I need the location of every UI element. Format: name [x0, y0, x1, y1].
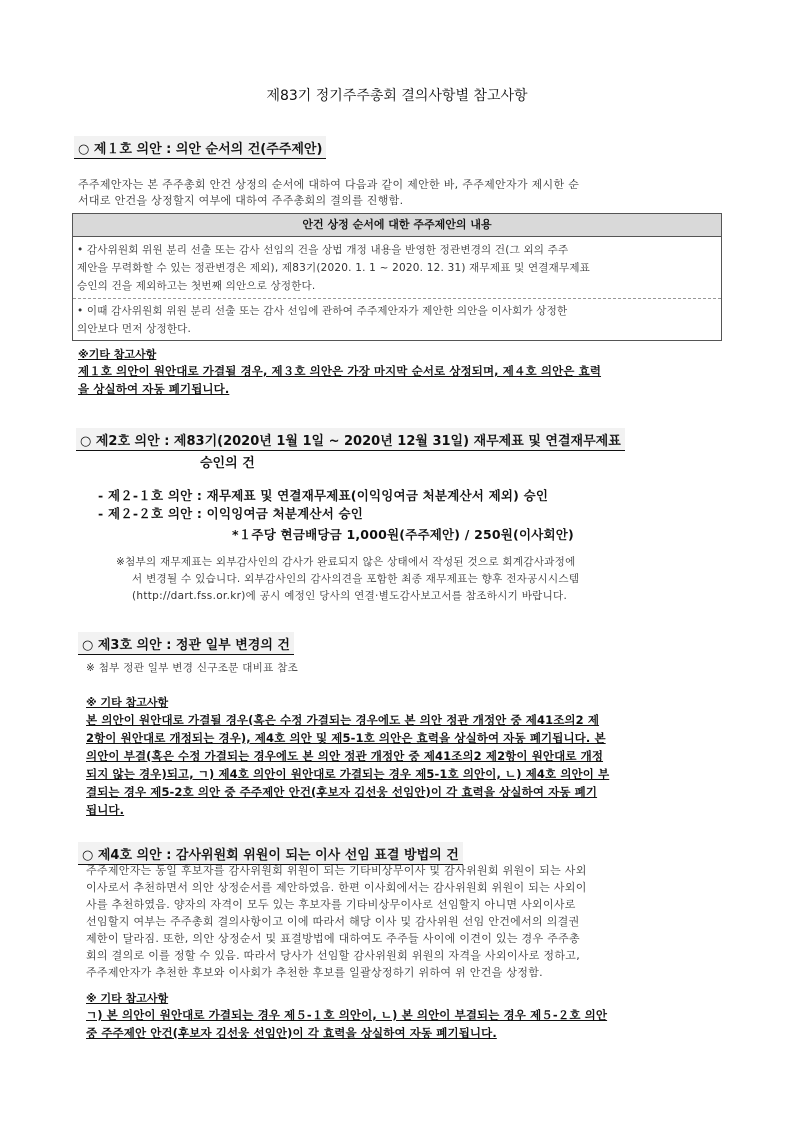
document-title: 제83기 정기주주총회 결의사항별 참고사항 — [266, 88, 528, 104]
section-4-body-line-3: 사를 추천하였음. 양자의 자격이 모두 있는 후보자를 기타비상무이사로 선임할지 아니면 사외이사로 — [86, 898, 576, 911]
proposal-order-box — [72, 213, 722, 341]
agenda-2-2: - 제２-２호 의안 : 이익잉여금 처분계산서 승인 — [98, 506, 364, 521]
section-4-body-line-5: 제한이 달라짐. 또한, 의안 상정순서 및 표결방법에 대하여도 주주들 사이에 이견이 있는 경우 주주총 — [86, 932, 580, 945]
section-3-ref-heading: ※ 기타 참고사항 — [86, 696, 169, 709]
section-3-ref-line-6: 됩니다. — [86, 803, 125, 817]
section-4-ref-heading: ※ 기타 참고사항 — [86, 992, 169, 1005]
section-3-ref-line-3: 의안이 부결(혹은 수정 가결되는 경우에도 본 의안 정관 개정안 중 제41조의2 제2항이 원안대로 개정 — [86, 749, 604, 763]
section-3-ref-line-5: 결되는 경우 제5-2호 의안 중 주주제안 안건(후보자 김선웅 선임안)이 각 효력을 상실하여 자동 폐기 — [86, 785, 598, 799]
box-item-1-line-3: 승인의 건을 제외하고는 첫번째 의안으로 상정한다. — [77, 280, 316, 292]
section-2-heading-continued: 승인의 건 — [200, 456, 255, 471]
section-3-ref-line-2: 2항이 원안대로 개정되는 경우), 제4호 의안 및 제5-1호 의안은 효력을 상실하여 자동 폐기됩니다. 본 — [86, 731, 606, 745]
section-4-ref-line-2: 중 주주제안 안건(후보자 김선웅 선임안)이 각 효력을 상실하여 자동 폐기됩니다. — [86, 1026, 497, 1040]
agenda-2-1: - 제２-１호 의안 : 재무제표 및 연결재무제표(이익잉여금 처분계산서 제외) 승인 — [98, 488, 549, 503]
financial-statement-note-line-2: 서 변경될 수 있습니다. 외부감사인의 감사의견을 포함한 최종 재무제표는 향후 전자공시시스템 — [132, 573, 580, 585]
section-1-ref-line-1: 제１호 의안이 원안대로 가결될 경우, 제３호 의안은 가장 마지막 순서로 상정되며, 제４호 의안은 효력 — [78, 364, 602, 378]
section-4-ref-line-1: ㄱ) 본 의안이 원안대로 가결되는 경우 제５-１호 의안이, ㄴ) 본 의안이 부결되는 경우 제５-２호 의안 — [86, 1008, 608, 1022]
box-item-1-line-2: 제안을 무력화할 수 있는 정관변경은 제외), 제83기(2020. 1. 1 ~ 2020. 12. 31) 재무제표 및 연결재무제표 — [77, 262, 591, 274]
section-3-heading: ○ 제3호 의안 : 정관 일부 변경의 건 — [78, 632, 294, 655]
section-4-heading: ○ 제4호 의안 : 감사위원회 위원이 되는 이사 선임 표결 방법의 건 — [78, 842, 463, 865]
section-3-ref-line-4: 되지 않는 경우)되고, ㄱ) 제4호 의안이 원안대로 가결되는 경우 제5-1호 의안이, ㄴ) 제4호 의안이 부 — [86, 767, 610, 781]
section-2-heading: ○ 제2호 의안 : 제83기(2020년 1월 1일 ~ 2020년 12월 31일) 재무제표 및 연결재무제표 — [76, 428, 625, 451]
financial-statement-note-line-1: ※첨부의 재무제표는 외부감사인의 감사가 완료되지 않은 상태에서 작성된 것으로 회계감사과정에 — [116, 556, 576, 568]
section-4-body-line-7: 주주제안자가 추천한 후보와 이사회가 추천한 후보를 일괄상정하기 위하여 위 안건을 상정함. — [86, 966, 543, 979]
dividend-per-share: *１주당 현금배당금 1,000원(주주제안) / 250원(이사회안) — [232, 527, 574, 542]
section-3-ref-line-1: 본 의안이 원안대로 가결될 경우(혹은 수정 가결되는 경우에도 본 의안 정관 개정안 중 제41조의2 제 — [86, 713, 600, 727]
financial-statement-note-line-3: (http://dart.fss.or.kr)에 공시 예정인 당사의 연결·별도감사보고서를 참조하시기 바랍니다. — [132, 590, 568, 602]
section-4-body-line-6: 회의 결의로 이를 정할 수 있음. 따라서 당사가 선임할 감사위원회 위원의 자격을 사외이사로 정하고, — [86, 949, 580, 962]
box-divider — [73, 298, 721, 299]
section-1-ref-line-2: 을 상실하여 자동 폐기됩니다. — [78, 382, 230, 396]
section-3-note: ※ 첨부 정관 일부 변경 신구조문 대비표 참조 — [86, 662, 299, 674]
box-item-2-line-2: 의안보다 먼저 상정한다. — [77, 323, 192, 335]
section-1-intro-line-1: 주주제안자는 본 주주총회 안건 상정의 순서에 대하여 다음과 같이 제안한 바, 주주제안자가 제시한 순 — [78, 178, 580, 191]
box-item-1-line-1: • 감사위원회 위원 분리 선출 또는 감사 선임의 건을 상법 개정 내용을 반영한 정관변경의 건(그 외의 주주 — [77, 244, 569, 256]
section-4-body-line-4: 선임할지 여부는 주주총회 결의사항이고 이에 따라서 해당 이사 및 감사위원 선임 안건에서의 의결권 — [86, 915, 580, 928]
box-item-2-line-1: • 이때 감사위원회 위원 분리 선출 또는 감사 선임에 관하여 주주제안자가 제안한 의안을 이사회가 상정한 — [77, 305, 568, 317]
section-1-intro-line-2: 서대로 안건을 상정할지 여부에 대하여 주주총회의 결의를 진행함. — [78, 194, 404, 207]
section-1-ref-heading: ※기타 참고사항 — [78, 348, 157, 361]
proposal-order-box-title: 안건 상정 순서에 대한 주주제안의 내용 — [73, 214, 721, 237]
section-4-body-line-2: 이사로서 추천하면서 의안 상정순서를 제안하였음. 한편 이사회에서는 감사위원회 위원이 되는 사외이 — [86, 881, 587, 894]
section-1-heading: ○ 제１호 의안 : 의안 순서의 건(주주제안) — [74, 136, 326, 159]
section-4-body-line-1: 주주제안자는 동일 후보자를 감사위원회 위원이 되는 기타비상무이사 및 감사위원회 위원이 되는 사외 — [86, 864, 587, 877]
